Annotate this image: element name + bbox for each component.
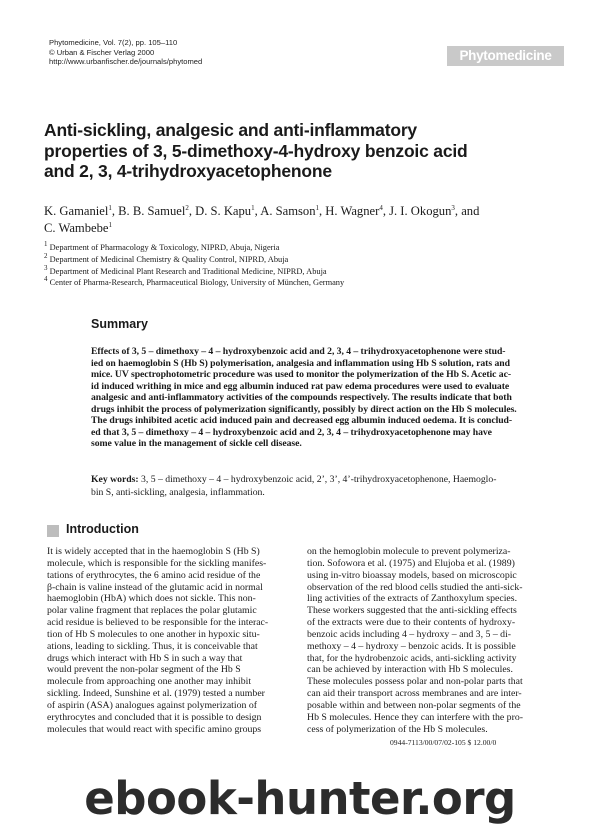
separator: , — [382, 204, 390, 218]
author-name: A. Samson — [260, 204, 316, 218]
body-line: acid residue is believed to be responsible for the interac- — [47, 617, 269, 629]
abstract-line: id induced writhing in mice and egg albumin induced rat paw edema procedures were used to evaluate — [91, 380, 510, 392]
body-line: tion of Hb S molecules to one another in hypoxic situ- — [47, 628, 260, 640]
abstract-line: some value in the management of sickle cell disease. — [91, 438, 302, 449]
body-line: cess of polymerization of the Hb S molecules. — [307, 723, 488, 735]
affiliation-list — [44, 242, 564, 289]
affiliation-number: 1 — [44, 240, 48, 249]
body-line: These molecules possess polar and non-polar parts that — [307, 676, 523, 688]
keywords-label: Key words: — [91, 474, 139, 485]
journal-logo: Phytomedicine — [447, 46, 564, 66]
intro-column-right — [307, 546, 562, 736]
body-line: tion. Sofowora et al. (1975) and Elujoba et al. (1989) — [307, 557, 515, 569]
journal-publisher-line: © Urban & Fischer Verlag 2000 — [49, 47, 155, 57]
title-line: and 2, 3, 4-trihydroxyacetophenone — [44, 161, 332, 181]
body-line: observation of the red blood cells studied the anti-sick- — [307, 581, 523, 593]
body-line: sickling. Indeed, Sunshine et al. (1979) tested a number — [47, 688, 265, 700]
watermark: ebook-hunter.org — [84, 772, 516, 825]
affiliation-item — [44, 263, 564, 278]
affiliation-number: 3 — [44, 263, 48, 272]
body-line: haemoglobin (HbA) which does not sickle. This non- — [47, 593, 256, 605]
affiliation-text: Center of Pharma-Research, Pharmaceutical Biology, University of München, Germany — [49, 278, 345, 288]
abstract-line: analgesic and anti-inflammatory activities of the compounds respectively. The results indicate that both — [91, 392, 512, 403]
paper-title — [44, 120, 544, 182]
intro-column-left — [47, 546, 302, 736]
body-line: polar valine fragment that replaces the polar glutamic — [47, 605, 257, 617]
author-list — [44, 203, 554, 236]
keywords-text: bin S, anti-sickling, analgesia, inflammation. — [91, 486, 265, 498]
body-line: can be achieved by interaction with Hb S molecules. — [307, 664, 513, 676]
body-line: Hb S molecules. Hence they can interfere with the pro- — [307, 711, 523, 723]
author-name: J. I. Okogun — [389, 204, 452, 218]
separator: , — [188, 204, 196, 218]
body-line: drugs which interact with Hb S in such a way that — [47, 652, 243, 664]
title-line: Anti-sickling, analgesic and anti-inflammatory — [44, 120, 417, 140]
body-line: that, for the hydrobenzoic acids, anti-sickling activity — [307, 652, 517, 664]
summary-heading: Summary — [91, 317, 148, 331]
author-name: C. Wambebe — [44, 220, 109, 235]
keywords-text: 3, 5 – dimethoxy – 4 – hydroxybenzoic acid, 2’, 3’, 4’-trihydroxyacetophenone, Haemoglo- — [138, 474, 497, 485]
abstract-line: drugs inhibit the process of polymerization significantly, possibly by direct action on the Hb S molecules. — [91, 403, 517, 415]
summary-abstract — [91, 346, 554, 450]
author-name: K. Gamaniel — [44, 204, 109, 218]
affiliation-text: Department of Medicinal Chemistry & Quality Control, NIPRD, Abuja — [49, 254, 289, 264]
affiliation-text: Department of Medicinal Plant Research and Traditional Medicine, NIPRD, Abuja — [49, 266, 327, 276]
affiliation-number: 2 — [44, 252, 48, 260]
title-line: properties of 3, 5-dimethoxy-4-hydroxy benzoic acid — [44, 140, 468, 161]
body-line: of the extracts were due to their contents of hydroxy- — [307, 617, 516, 629]
body-line: ations, leading to sickling. Thus, it is conceivable that — [47, 640, 258, 652]
body-line: can aid their transport across membranes and are inter- — [307, 688, 522, 700]
affiliation-marker: 1 — [251, 203, 255, 212]
separator: , — [319, 204, 326, 218]
body-line: posable within and between non-polar segments of the — [307, 699, 521, 711]
body-line: ling activities of the extracts of Zanthoxylum species. — [307, 593, 518, 605]
affiliation-item — [44, 254, 564, 266]
affiliation-marker: 1 — [315, 203, 319, 212]
journal-url-link[interactable]: http://www.urbanfischer.de/journals/phytomed — [49, 57, 203, 67]
introduction-heading: Introduction — [66, 522, 139, 536]
affiliation-number: 4 — [44, 275, 48, 284]
affiliation-marker: 1 — [108, 203, 112, 212]
body-line: molecule, which is responsible for the sickling manifes- — [47, 557, 267, 569]
separator: , — [111, 204, 119, 218]
abstract-line: The drugs inhibited acetic acid induced pain and decreased egg albumin induced oedema. It is conclud- — [91, 415, 513, 426]
body-line: β-chain is valine instead of the glutamic acid in normal — [47, 581, 263, 593]
journal-citation — [49, 38, 349, 67]
affiliation-marker: 3 — [451, 203, 455, 212]
keywords — [91, 474, 554, 499]
section-marker-icon — [47, 525, 59, 537]
abstract-line: mice. UV spectrophotometric procedure was used to monitor the polymerization of the Hb S. Acetic ac- — [91, 369, 512, 380]
author-name: B. B. Samuel — [118, 204, 186, 218]
body-line: on the hemoglobin molecule to prevent polymeriza- — [307, 546, 511, 557]
separator: , and — [454, 204, 480, 218]
author-name: H. Wagner — [325, 204, 380, 218]
affiliation-marker: 4 — [379, 203, 383, 212]
affiliation-item — [44, 242, 564, 254]
body-line: using in-vitro bioassay models, based on microscopic — [307, 569, 517, 581]
body-line: molecules that would react with specific amino groups — [47, 723, 262, 735]
body-line: It is widely accepted that in the haemoglobin S (Hb S) — [47, 546, 260, 557]
affiliation-marker: 2 — [185, 203, 189, 212]
affiliation-text: Department of Pharmacology & Toxicology, NIPRD, Abuja, Nigeria — [49, 243, 280, 252]
body-line: of aspirin (ASA) analogues against polymerization of — [47, 699, 258, 711]
body-line: would prevent the non-polar segment of the Hb S — [47, 664, 241, 676]
author-name: D. S. Kapu — [195, 204, 252, 218]
abstract-line: ied on haemoglobin S (Hb S) polymerisation, analgesia and inflammation using Hb S solution, rats and — [91, 357, 510, 369]
separator: , — [254, 204, 261, 218]
abstract-line: ed that 3, 5 – dimethoxy – 4 – hydroxybenzoic acid and 2, 3, 4 – trihydroxyacetophenone may have — [91, 426, 492, 438]
abstract-line: Effects of 3, 5 – dimethoxy – 4 – hydroxybenzoic acid and 2, 3, 4 – trihydroxyacetophenone were stud- — [91, 346, 506, 357]
affiliation-item — [44, 277, 564, 289]
issn-price-code: 0944-7113/00/07/02-105 $ 12.00/0 — [390, 738, 497, 747]
body-line: tations of erythrocytes, the 6 amino acid residue of the — [47, 569, 261, 581]
body-line: benzoic acids including 4 – hydroxy – and 3, 5 – di- — [307, 628, 512, 640]
journal-volume-line: Phytomedicine, Vol. 7(2), pp. 105–110 — [49, 38, 178, 47]
body-line: molecule from approaching one another may inhibit — [47, 676, 252, 688]
body-line: methoxy – 4 – hydroxy – benzoic acids. It is possible — [307, 640, 516, 652]
body-line: These workers suggested that the anti-sickling effects — [307, 605, 517, 617]
body-line: erythrocytes and concluded that it is possible to design — [47, 711, 262, 723]
affiliation-marker: 1 — [108, 220, 113, 229]
